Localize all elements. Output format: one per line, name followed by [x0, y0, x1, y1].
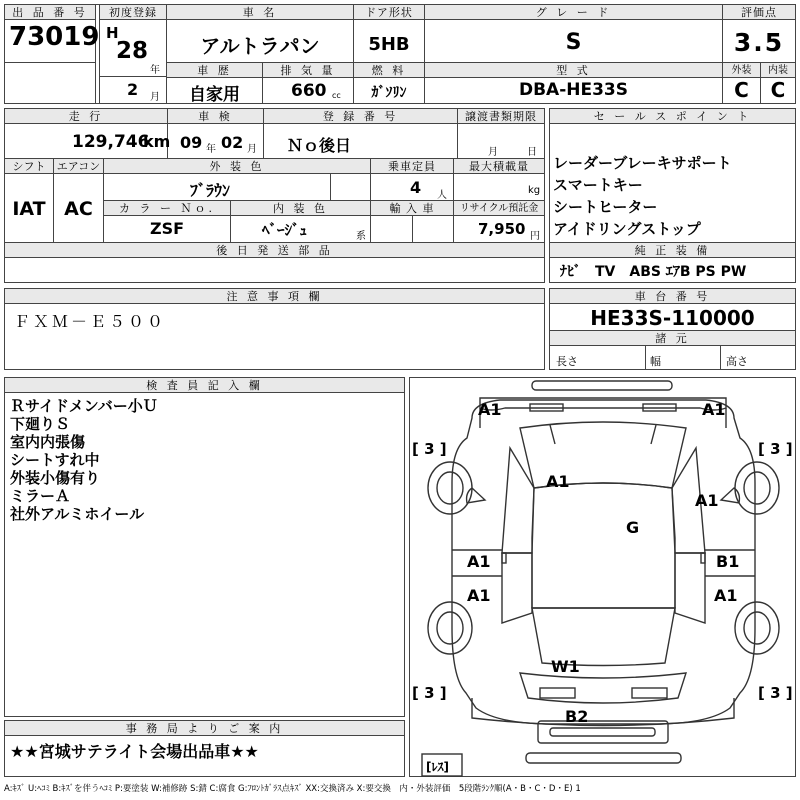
- displacement-unit: cc: [332, 91, 341, 100]
- damage-mark: A1: [467, 552, 491, 571]
- recycle-unit: 円: [530, 231, 540, 242]
- door-type: 5HB: [368, 34, 410, 55]
- height-label: 高さ: [726, 355, 748, 368]
- load-label: 最大積載量: [454, 159, 544, 174]
- mileage-label: 走 行: [5, 109, 167, 124]
- chassis-number: HE33S-110000: [590, 306, 755, 330]
- reg-no: Ｎｏ後日: [287, 136, 352, 155]
- exterior-label: 外装: [723, 63, 760, 78]
- damage-mark: B2: [565, 707, 589, 726]
- interior-label: 内装: [761, 63, 795, 78]
- sales-point: レーダーブレーキサポート: [553, 154, 732, 172]
- inspection-year-unit: 年: [206, 144, 216, 155]
- inspector-line: 外装小傷有り: [10, 469, 101, 487]
- history-label: 車 歴: [167, 63, 262, 78]
- chassis-label: 車 台 番 号: [550, 289, 795, 304]
- year-value: 28: [116, 38, 149, 64]
- sales-point: スマートキー: [553, 176, 643, 194]
- mileage: 129,746: [72, 132, 150, 152]
- score: 3.5: [733, 28, 785, 57]
- recycle-label: リサイクル預託金: [454, 201, 544, 216]
- capacity: 4: [410, 178, 422, 197]
- lot-label: 出 品 番 号: [5, 5, 95, 20]
- history: 自家用: [189, 85, 240, 105]
- caution-text: ＦＸＭ－Ｅ５００: [14, 312, 167, 331]
- grade-label: グ レ ー ド: [425, 5, 722, 20]
- inspection-label: 車 検: [168, 109, 263, 124]
- inspection-month-unit: 月: [247, 144, 257, 155]
- damage-mark: A1: [695, 491, 719, 510]
- ac-label: エアコン: [54, 159, 103, 174]
- inspector-label: 検 査 員 記 入 欄: [5, 378, 404, 393]
- damage-mark: A1: [714, 586, 738, 605]
- fuel-label: 燃 料: [354, 63, 424, 78]
- inspection-month: 02: [221, 133, 244, 152]
- color-no-label: カ ラ ー Ｎｏ.: [104, 201, 230, 216]
- car-outline: [410, 378, 797, 778]
- sales-point: アイドリングストップ: [553, 220, 701, 238]
- grade: S: [565, 30, 582, 55]
- first-reg-label: 初度登録: [100, 5, 166, 20]
- inspector-line: Ｒサイドメンバー小Ｕ: [10, 397, 158, 415]
- sales-point: シートヒーター: [553, 198, 658, 216]
- interior-color-label: 内 装 色: [231, 201, 370, 216]
- inspector-line: シートすれ中: [10, 451, 100, 469]
- length-label: 長さ: [556, 355, 578, 368]
- damage-mark: B1: [716, 552, 740, 571]
- damage-mark: W1: [551, 657, 580, 676]
- score-label: 評価点: [723, 5, 795, 20]
- caution-label: 注 意 事 項 欄: [5, 289, 544, 304]
- ac: AC: [64, 198, 93, 220]
- year-unit: 年: [150, 65, 160, 76]
- shift-label: シフト: [5, 159, 53, 174]
- era: H: [106, 24, 119, 42]
- displacement-label: 排 気 量: [263, 63, 353, 78]
- equipment-label: 純 正 装 備: [550, 243, 795, 258]
- exterior-grade: C: [734, 78, 749, 102]
- car-name-label: 車 名: [167, 5, 353, 20]
- month-unit: 月: [150, 92, 160, 103]
- shift: IAT: [12, 198, 46, 220]
- office-label: 事 務 局 よ り ご 案 内: [5, 721, 404, 736]
- capacity-unit: 人: [437, 190, 447, 201]
- inspector-line: 室内内張傷: [10, 433, 86, 451]
- color: ﾌﾞﾗｳﾝ: [190, 181, 231, 200]
- tire-mark: [ 3 ]: [758, 440, 793, 458]
- month-value: 2: [127, 80, 139, 99]
- transfer-label: 譲渡書類期限: [458, 109, 544, 124]
- damage-mark: A1: [702, 400, 726, 419]
- inspector-line: 下廻りＳ: [10, 415, 71, 433]
- damage-diagram: [409, 377, 796, 777]
- tire-mark: [ 3 ]: [758, 684, 793, 702]
- office-text: ★★宮城サテライト会場出品車★★: [10, 742, 259, 761]
- capacity-label: 乗車定員: [371, 159, 453, 174]
- damage-mark: A1: [478, 400, 502, 419]
- recycle: 7,950: [478, 220, 526, 238]
- damage-mark: A1: [546, 472, 570, 491]
- color-no: ZSF: [149, 219, 185, 238]
- transfer-month: 月: [488, 147, 498, 158]
- door-label: ドア形状: [354, 5, 424, 20]
- damage-mark: A1: [467, 586, 491, 605]
- sales-label: セ ー ル ス ポ イ ン ト: [550, 109, 795, 124]
- equipment: ﾅﾋﾞ TV ABS ｴｱB PS PW: [560, 264, 747, 280]
- displacement: 660: [291, 81, 327, 101]
- tire-mark: [ 3 ]: [412, 440, 447, 458]
- legend: A:ｷｽﾞ U:ﾍｺﾐ B:ｷｽﾞを伴うﾍｺﾐ P:要塗装 W:補修跡 S:錆 C:腐食 G:ﾌﾛﾝﾄｶﾞﾗｽ点ｷｽﾞ XX:交換済み X:要交換 内・外装評価 5段階ﾗﾝｸ順(A・B・C・D・E) 1: [4, 784, 581, 794]
- color-label: 外 装 色: [104, 159, 370, 174]
- parts-label: 後 日 発 送 部 品: [5, 243, 544, 258]
- inspector-line: ミラーＡ: [10, 487, 71, 505]
- model-label: 型 式: [425, 63, 722, 78]
- lot-number: 73019: [9, 22, 100, 52]
- interior-color: ﾍﾞｰｼﾞｭ: [262, 221, 308, 239]
- interior-color-unit: 系: [356, 231, 366, 242]
- interior-grade: C: [770, 78, 786, 102]
- inspector-line: 社外アルミホイール: [10, 505, 145, 523]
- load-unit: kg: [528, 185, 541, 196]
- dims-label: 諸 元: [550, 331, 795, 346]
- transfer-day: 日: [527, 147, 537, 158]
- damage-mark: G: [626, 518, 640, 537]
- import-label: 輸 入 車: [371, 201, 453, 216]
- reg-no-label: 登 録 番 号: [264, 109, 457, 124]
- spare-mark: [ﾚｽ]: [426, 760, 449, 774]
- car-name: アルトラパン: [200, 34, 320, 58]
- fuel: ｶﾞｿﾘﾝ: [371, 85, 407, 101]
- tire-mark: [ 3 ]: [412, 684, 447, 702]
- inspection-year: 09: [180, 133, 203, 152]
- model-code: DBA-HE33S: [518, 80, 629, 100]
- mileage-unit: km: [143, 132, 171, 151]
- width-label: 幅: [650, 355, 661, 368]
